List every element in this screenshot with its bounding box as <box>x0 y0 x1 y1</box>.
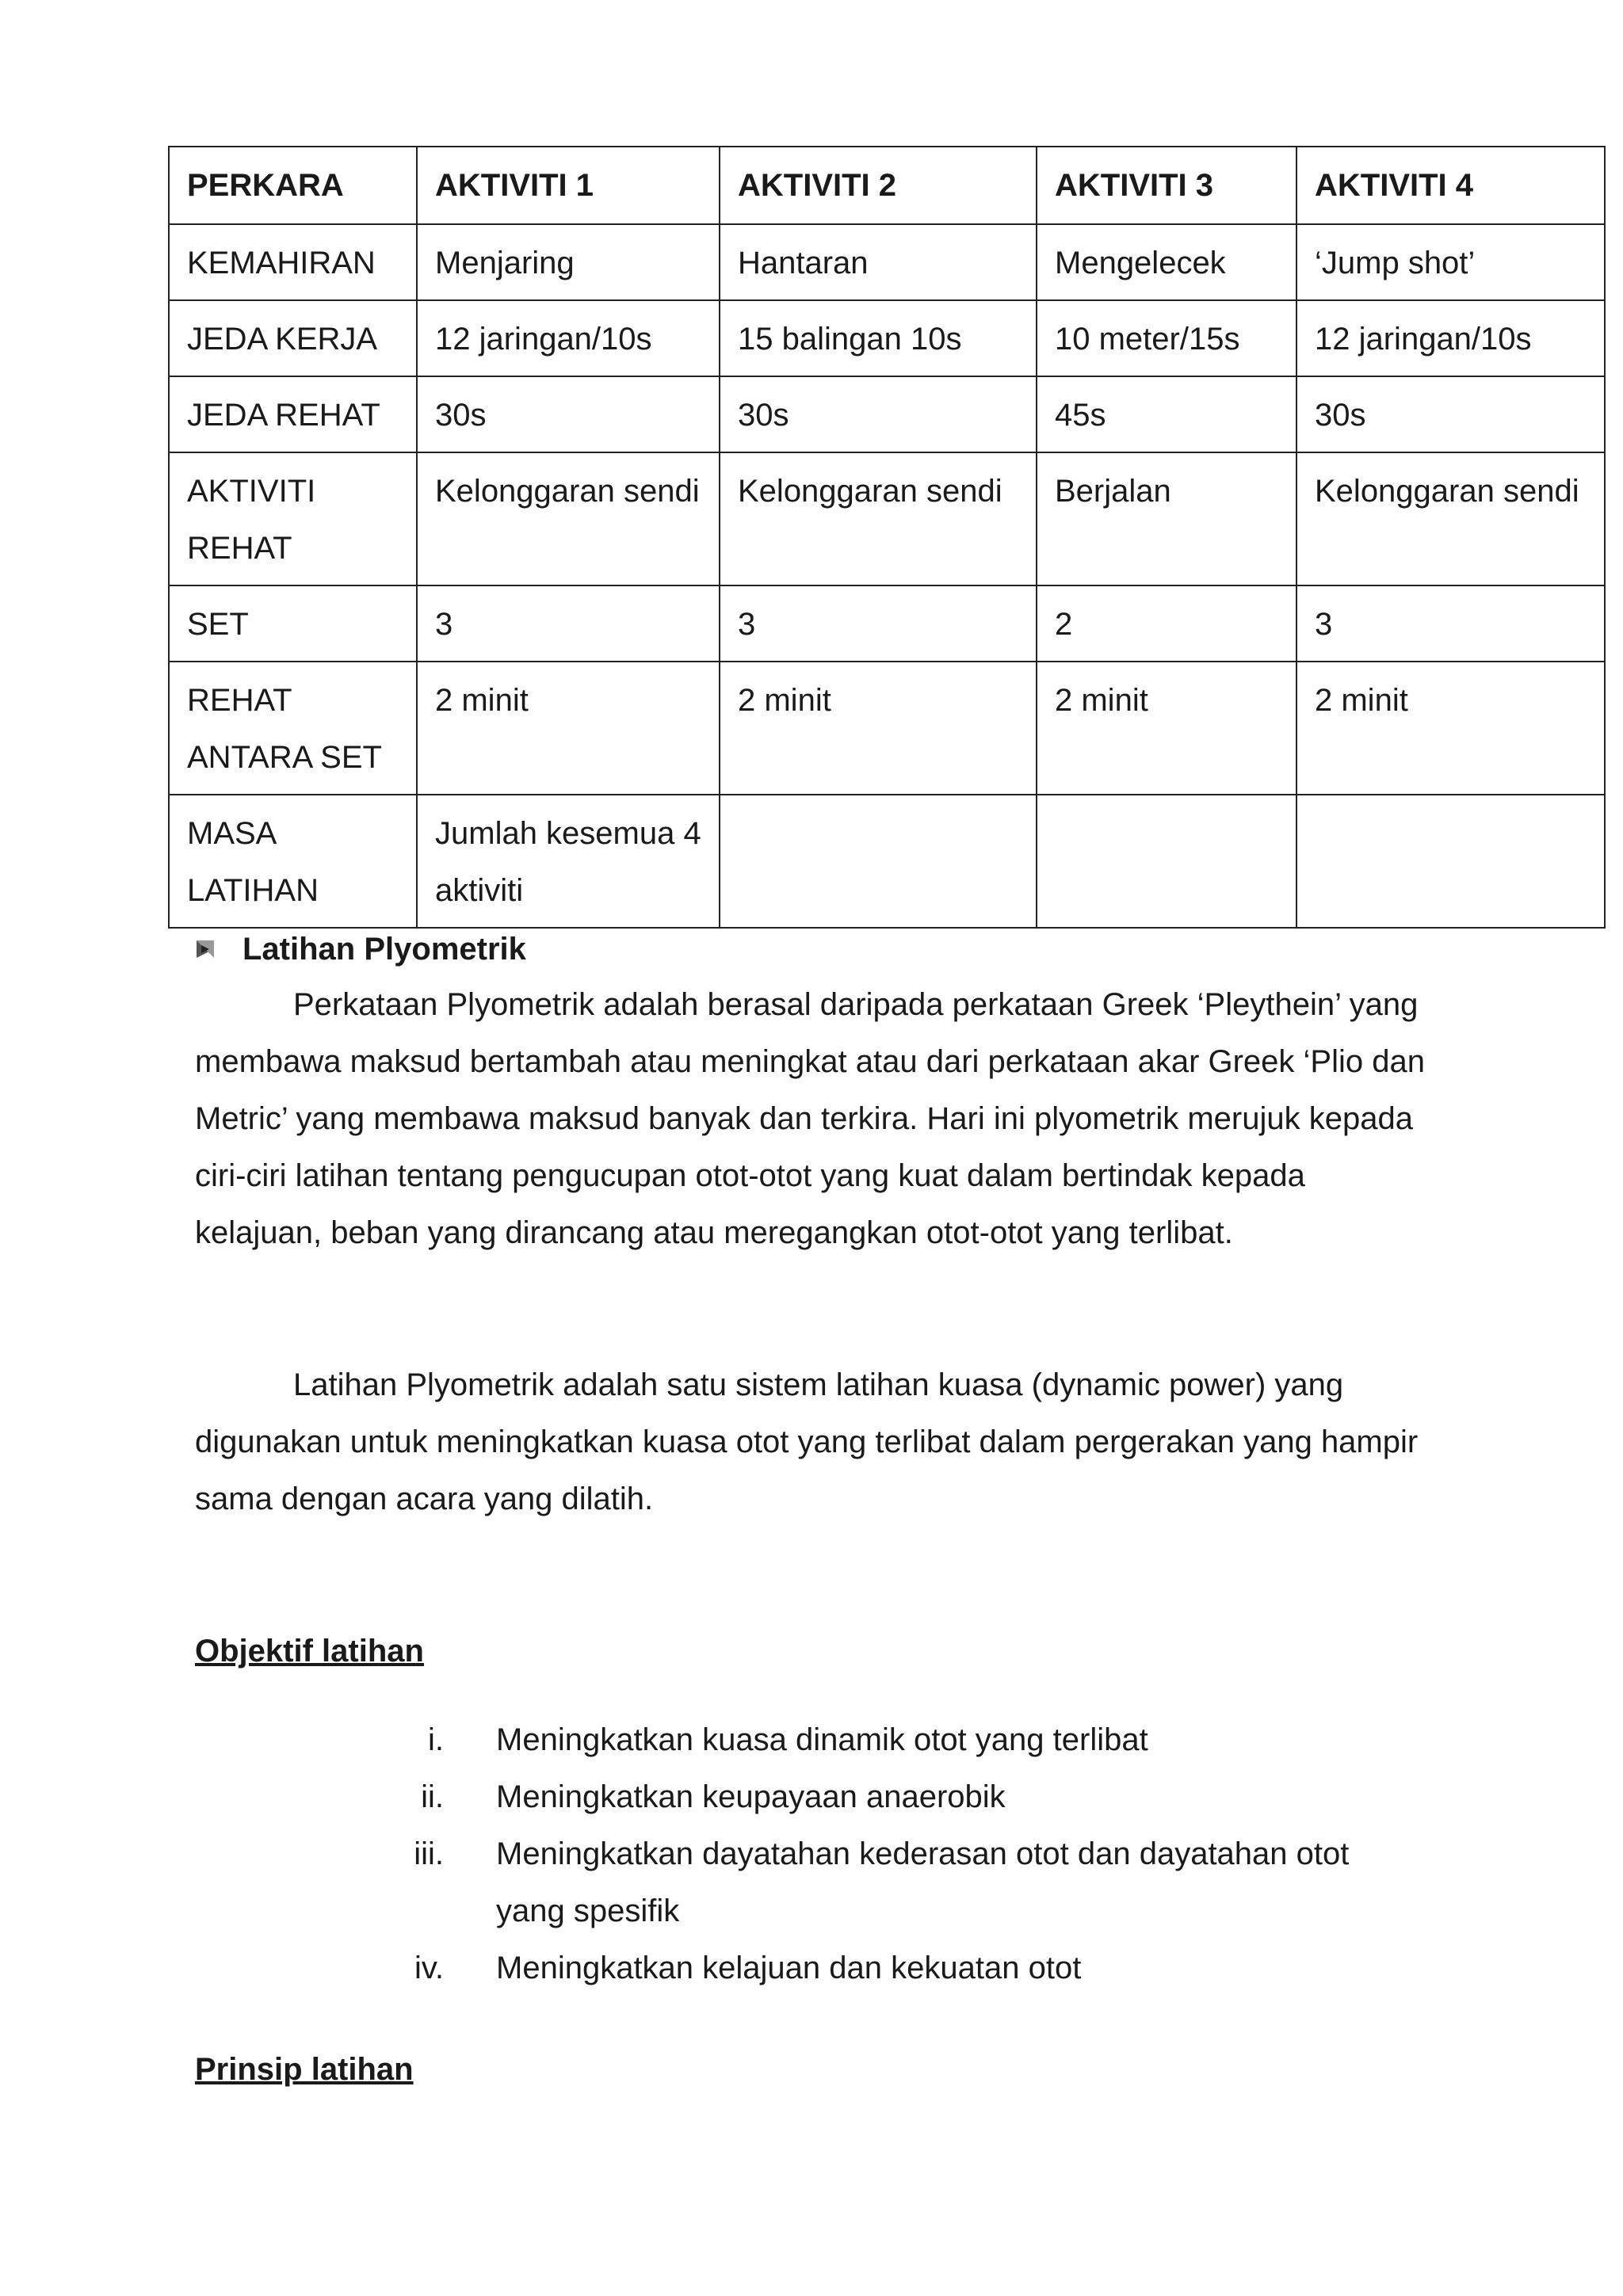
header-cell: PERKARA <box>169 147 417 224</box>
table-cell: Kelonggaran sendi <box>417 452 720 585</box>
row-label: AKTIVITI REHAT <box>169 452 417 585</box>
table-cell: 30s <box>720 376 1037 452</box>
table-cell <box>720 795 1037 928</box>
table-row <box>169 795 1605 928</box>
table-cell: 12 jaringan/10s <box>417 300 720 376</box>
table-cell <box>1296 795 1605 928</box>
table-cell: 3 <box>417 585 720 662</box>
table-cell: Kelonggaran sendi <box>720 452 1037 585</box>
row-label: JEDA KERJA <box>169 300 417 376</box>
table-cell: Berjalan <box>1037 452 1296 585</box>
table-row <box>169 452 1605 585</box>
row-label: JEDA REHAT <box>169 376 417 452</box>
objectives-heading: Objektif latihan <box>195 1634 424 1669</box>
paragraph-text: Perkataan Plyometrik adalah berasal daripada perkataan Greek ‘Pleythein’ yang membawa maksud bertambah atau meningkat atau dari perkataan akar Greek ‘Plio dan Metric’ yang membawa maksud banyak dan terkira. Hari ini plyometrik merujuk kepada ciri-ciri latihan tentang pengucupan otot-otot yang kuat dalam bertindak kepada kelajuan, beban yang dirancang atau meregangkan otot-otot yang terlibat. <box>195 987 1425 1250</box>
table-cell: 2 minit <box>720 662 1037 795</box>
table-row <box>169 585 1605 662</box>
list-text: Meningkatkan kelajuan dan kekuatan otot <box>496 1951 1082 1985</box>
header-cell: AKTIVITI 4 <box>1296 147 1605 224</box>
section-title: Latihan Plyometrik <box>242 932 526 967</box>
list-text: Meningkatkan kuasa dinamik otot yang terlibat <box>496 1722 1148 1757</box>
section-heading <box>195 925 526 973</box>
table-cell: 12 jaringan/10s <box>1296 300 1605 376</box>
table-cell: 15 balingan 10s <box>720 300 1037 376</box>
table-cell: 30s <box>417 376 720 452</box>
table-cell: 2 <box>1037 585 1296 662</box>
list-item <box>380 1825 1426 1939</box>
square-bullet-icon <box>195 939 216 959</box>
table-cell: 10 meter/15s <box>1037 300 1296 376</box>
table-row <box>169 376 1605 452</box>
table-cell: 45s <box>1037 376 1296 452</box>
principles-heading: Prinsip latihan <box>195 2052 414 2087</box>
list-text: Meningkatkan keupayaan anaerobik <box>496 1779 1006 1814</box>
paragraph <box>195 1356 1431 1527</box>
list-number: iv. <box>414 1951 444 1985</box>
table-header-row <box>169 147 1605 224</box>
list-item <box>380 1711 1426 1768</box>
table-cell: 3 <box>720 585 1037 662</box>
objectives-list <box>380 1711 1426 1997</box>
header-cell: AKTIVITI 2 <box>720 147 1037 224</box>
table-cell: 2 minit <box>417 662 720 795</box>
table-cell <box>1037 795 1296 928</box>
header-cell: AKTIVITI 3 <box>1037 147 1296 224</box>
row-label: KEMAHIRAN <box>169 224 417 300</box>
paragraph-text: Latihan Plyometrik adalah satu sistem latihan kuasa (dynamic power) yang digunakan untuk meningkatkan kuasa otot yang terlibat dalam pergerakan yang hampir sama dengan acara yang dilatih. <box>195 1367 1419 1516</box>
list-number: ii. <box>421 1779 444 1814</box>
table-row <box>169 224 1605 300</box>
table-cell: 30s <box>1296 376 1605 452</box>
table-cell: Kelonggaran sendi <box>1296 452 1605 585</box>
paragraph <box>195 976 1431 1261</box>
list-text: Meningkatkan dayatahan kederasan otot dan dayatahan otot yang spesifik <box>496 1836 1350 1928</box>
list-item <box>380 1768 1426 1825</box>
list-number: iii. <box>414 1836 444 1871</box>
training-plan-table <box>168 146 1606 929</box>
table-row <box>169 662 1605 795</box>
row-label: MASA LATIHAN <box>169 795 417 928</box>
table-row <box>169 300 1605 376</box>
table-cell: Hantaran <box>720 224 1037 300</box>
table-cell: 2 minit <box>1037 662 1296 795</box>
header-cell: AKTIVITI 1 <box>417 147 720 224</box>
table-cell: Mengelecek <box>1037 224 1296 300</box>
table-cell: Menjaring <box>417 224 720 300</box>
table-cell: 3 <box>1296 585 1605 662</box>
list-number: i. <box>428 1722 444 1757</box>
table-cell: Jumlah kesemua 4 aktiviti <box>417 795 720 928</box>
row-label: SET <box>169 585 417 662</box>
table-cell: 2 minit <box>1296 662 1605 795</box>
list-item <box>380 1939 1426 1997</box>
row-label: REHAT ANTARA SET <box>169 662 417 795</box>
table-cell: ‘Jump shot’ <box>1296 224 1605 300</box>
